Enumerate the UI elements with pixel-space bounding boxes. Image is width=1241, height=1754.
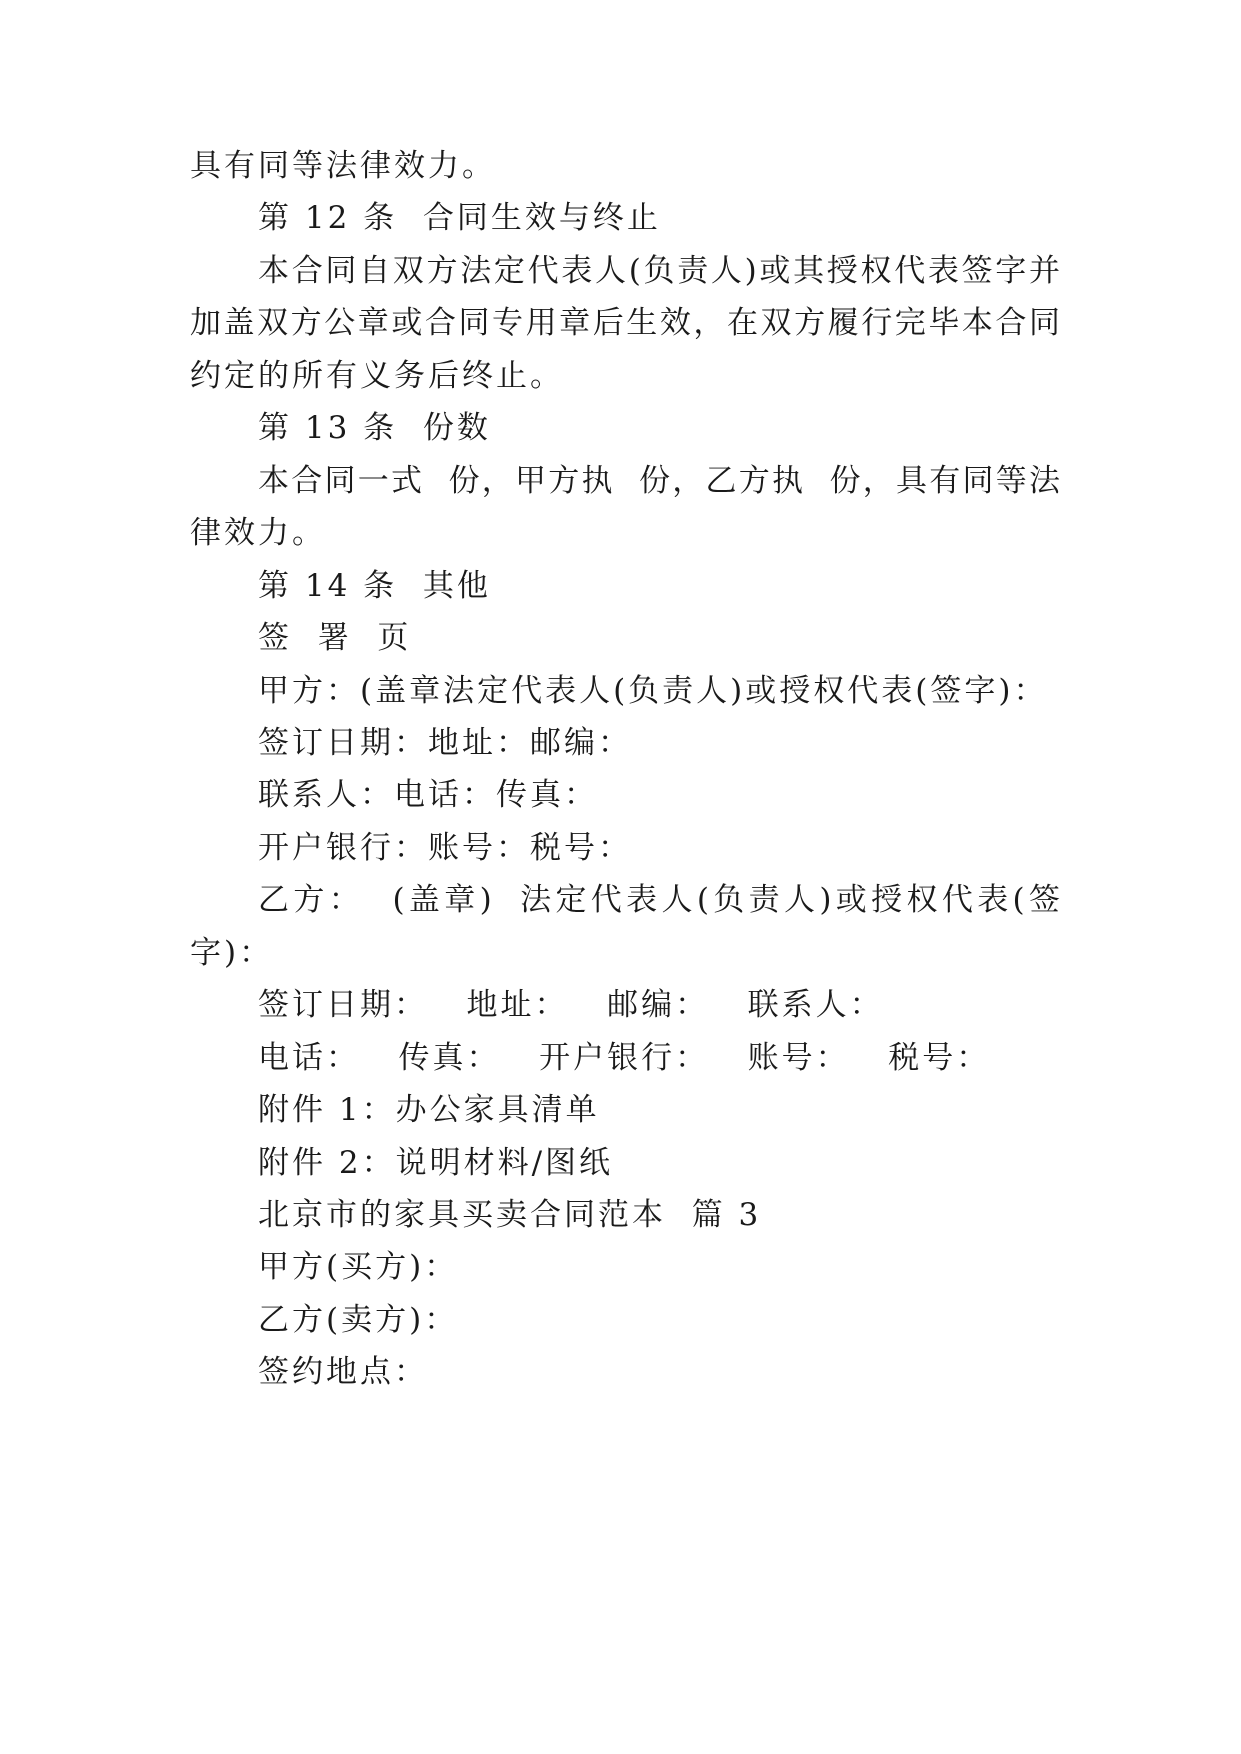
signature-line: 联系人：电话：传真：: [258, 777, 598, 813]
text-line: 加盖双方公章或合同专用章后生效，在双方履行完毕本合同: [190, 305, 1060, 341]
party-line: 甲方(买方)：: [258, 1249, 459, 1285]
section-heading: 签 署 页: [258, 620, 412, 656]
article-heading: 第 13 条 份数: [258, 410, 491, 446]
signature-line: 字)：: [190, 935, 274, 971]
signature-line: 乙方： (盖章) 法定代表人(负责人)或授权代表(签: [258, 882, 1060, 918]
signature-line: 电话： 传真： 开户银行： 账号： 税号：: [258, 1040, 991, 1076]
text-line: 本合同一式 份，甲方执 份，乙方执 份，具有同等法: [258, 463, 1060, 499]
attachment-line: 附件 1：办公家具清单: [258, 1092, 600, 1128]
signature-line: 开户银行：账号：税号：: [258, 830, 632, 866]
party-line: 签约地点：: [258, 1354, 428, 1390]
text-line: 约定的所有义务后终止。: [190, 358, 564, 394]
signature-line: 签订日期： 地址： 邮编： 联系人：: [258, 987, 884, 1023]
text-line: 律效力。: [190, 515, 326, 551]
article-heading: 第 12 条 合同生效与终止: [258, 200, 661, 236]
text-line: 本合同自双方法定代表人(负责人)或其授权代表签字并: [258, 253, 1060, 289]
text-line: 具有同等法律效力。: [190, 148, 496, 184]
party-line: 乙方(卖方)：: [258, 1302, 459, 1338]
signature-line: 签订日期：地址：邮编：: [258, 725, 632, 761]
article-heading: 第 14 条 其他: [258, 568, 491, 604]
attachment-line: 附件 2：说明材料/图纸: [258, 1145, 614, 1181]
section-title: 北京市的家具买卖合同范本 篇 3: [258, 1197, 762, 1233]
signature-line: 甲方：(盖章法定代表人(负责人)或授权代表(签字)：: [258, 673, 1048, 709]
